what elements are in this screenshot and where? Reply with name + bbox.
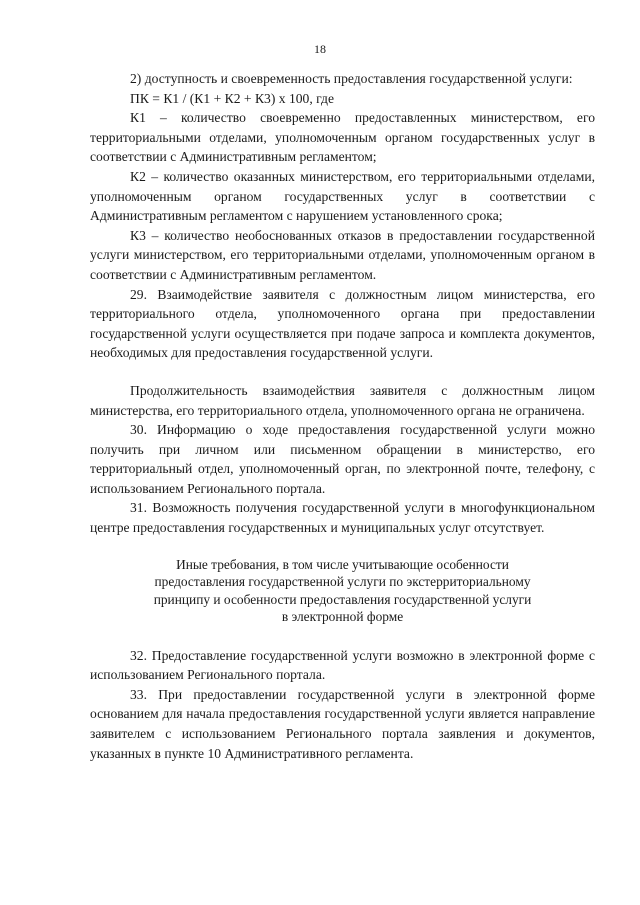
heading-line: Иные требования, в том числе учитывающие особенности xyxy=(176,556,509,572)
heading-line: в электронной форме xyxy=(281,609,404,625)
paragraph-32: 32. Предоставление государственной услуги возможно в электронной форме с использованием Регионального портала. xyxy=(90,647,595,683)
heading-line: предоставления государственной услуги по экстерриториальному xyxy=(154,574,531,590)
paragraph-29: 29. Взаимодействие заявителя с должностным лицом министерства, его территориального отдела, уполномоченного органа при предоставлении государственной услуги осуществляется при подаче запроса и комплекта документов, необходимых для предоставления государственной услуги. xyxy=(90,286,595,361)
heading-line: принципу и особенности предоставления государственной услуги xyxy=(153,591,532,607)
paragraph-31: 31. Возможность получения государственной услуги в многофункциональном центре предоставления государственных и муниципальных услуг отсутствует. xyxy=(90,500,595,536)
paragraph-availability: 2) доступность и своевременность предоставления государственной услуги: xyxy=(130,71,573,86)
page-number: 18 xyxy=(314,42,326,56)
paragraph-30: 30. Информацию о ходе предоставления государственной услуги можно получить при личном или письменном обращении в министерство, его территориальный отдел, уполномоченный орган, по электронной почте, телефону, с использованием Регионального портала. xyxy=(90,422,595,496)
paragraph-k2: К2 – количество оказанных министерством, его территориальными отделами, уполномоченным органом государственных услуг в соответствии с Административным регламентом с нарушением установленного срока; xyxy=(90,168,595,224)
paragraph-formula: ПК = К1 / (К1 + К2 + К3) х 100, где xyxy=(130,90,334,106)
paragraph-duration: Продолжительность взаимодействия заявителя с должностным лицом министерства, его территориального отдела, уполномоченного органа не ограничена. xyxy=(90,382,595,418)
document-body xyxy=(90,69,595,763)
paragraph-k3: К3 – количество необоснованных отказов в предоставлении государственной услуги министерством, его территориальными отделами, уполномоченным органом в соответствии с Административным регламентом. xyxy=(90,227,595,282)
paragraph-33: 33. При предоставлении государственной услуги в электронной форме основанием для начала предоставления государственной услуги является направление заявителем с использованием Регионального портала заявления и документов, указанных в пункте 10 Административного регламента. xyxy=(90,686,595,761)
section-heading xyxy=(90,556,595,626)
paragraph-k1: К1 – количество своевременно предоставленных министерством, его территориальными отделами, уполномоченным органом государственных услуг в соответствии с Административным регламентом; xyxy=(90,110,595,165)
